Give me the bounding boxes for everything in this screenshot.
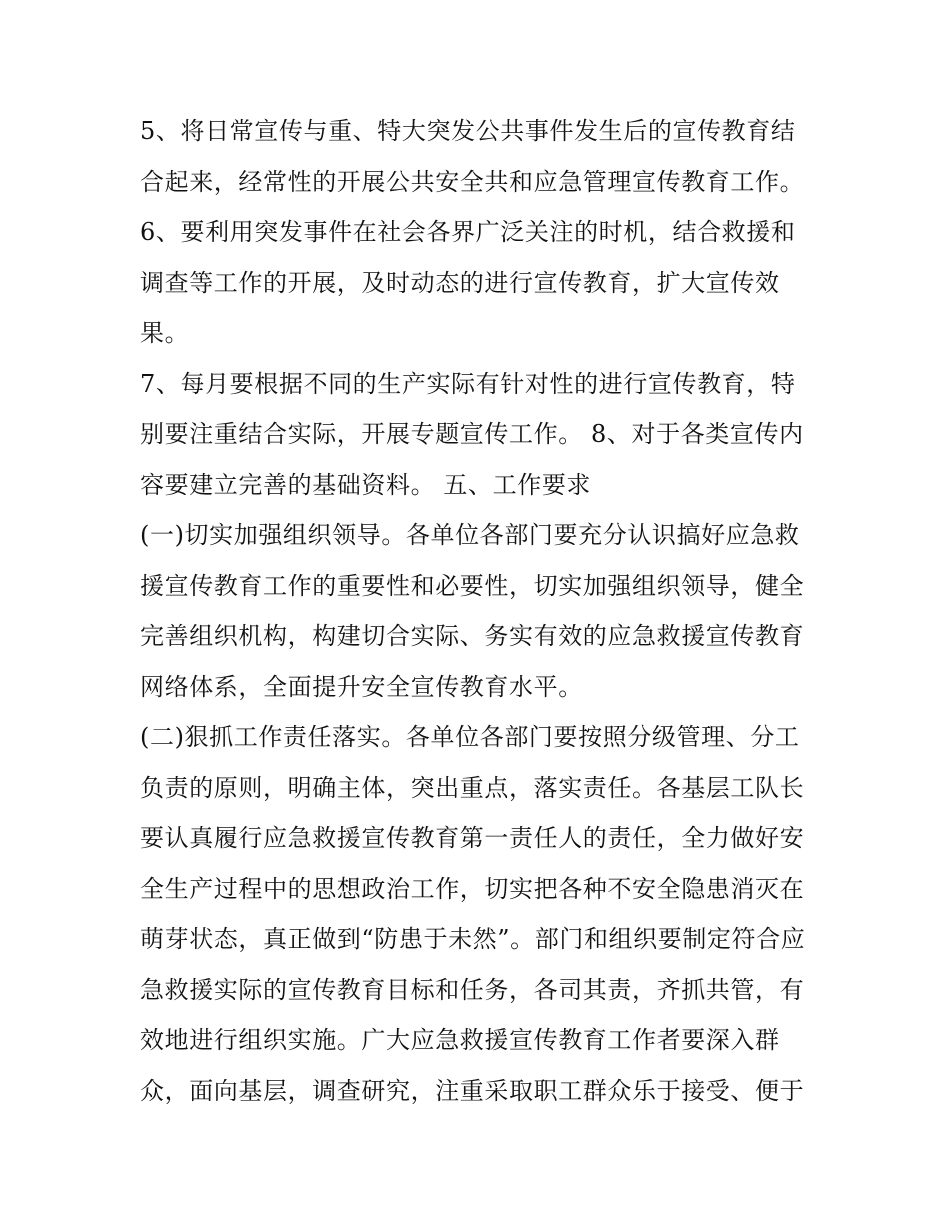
text-line: 完善组织机构，构建切合实际、务实有效的应急救援宣传教育 [140,622,805,650]
text-line: 负责的原则，明确主体，突出重点，落实责任。各基层工队长 [140,773,805,802]
text-line: 容要建立完善的基础资料。 五、工作要求 [140,470,592,499]
text-line: (一)切实加强组织领导。各单位各部门要充分认识搞好应急救 [140,521,800,549]
text-line: 合起来，经常性的开展公共安全共和应急管理宣传教育工作。 [140,167,805,196]
text-line: 6、要利用突发事件在社会各界广泛关注的时机，结合救援和 [140,218,796,246]
text-line: 网络体系，全面提升安全宣传教育水平。 [140,672,583,701]
text-line: 7、每月要根据不同的生产实际有针对性的进行宣传教育，特 [140,369,796,398]
text-line: 急救援实际的宣传教育目标和任务，各司其责，齐抓共管，有 [140,975,805,1004]
text-line: 援宣传教育工作的重要性和必要性，切实加强组织领导，健全 [140,571,805,600]
text-line: 效地进行组织实施。广大应急救援宣传教育工作者要深入群 [140,1026,780,1054]
text-line: 众，面向基层，调查研究，注重采取职工群众乐于接受、便于 [140,1076,805,1105]
text-line: (二)狠抓工作责任落实。各单位各部门要按照分级管理、分工 [140,723,800,751]
text-line: 要认真履行应急救援宣传教育第一责任人的责任，全力做好安 [140,824,805,852]
text-line: 5、将日常宣传与重、特大突发公共事件发生后的宣传教育结 [140,117,796,145]
text-line: 果。 [140,319,190,347]
text-line: 调查等工作的开展，及时动态的进行宣传教育，扩大宣传效 [140,268,780,297]
text-line: 别要注重结合实际，开展专题宣传工作。 8、对于各类宣传内 [140,420,804,448]
body-text [140,106,820,1116]
text-line: 萌芽状态，真正做到“防患于未然”。部门和组织要制定符合应 [140,925,806,953]
text-line: 全生产过程中的思想政治工作，切实把各种不安全隐患消灭在 [140,874,805,903]
